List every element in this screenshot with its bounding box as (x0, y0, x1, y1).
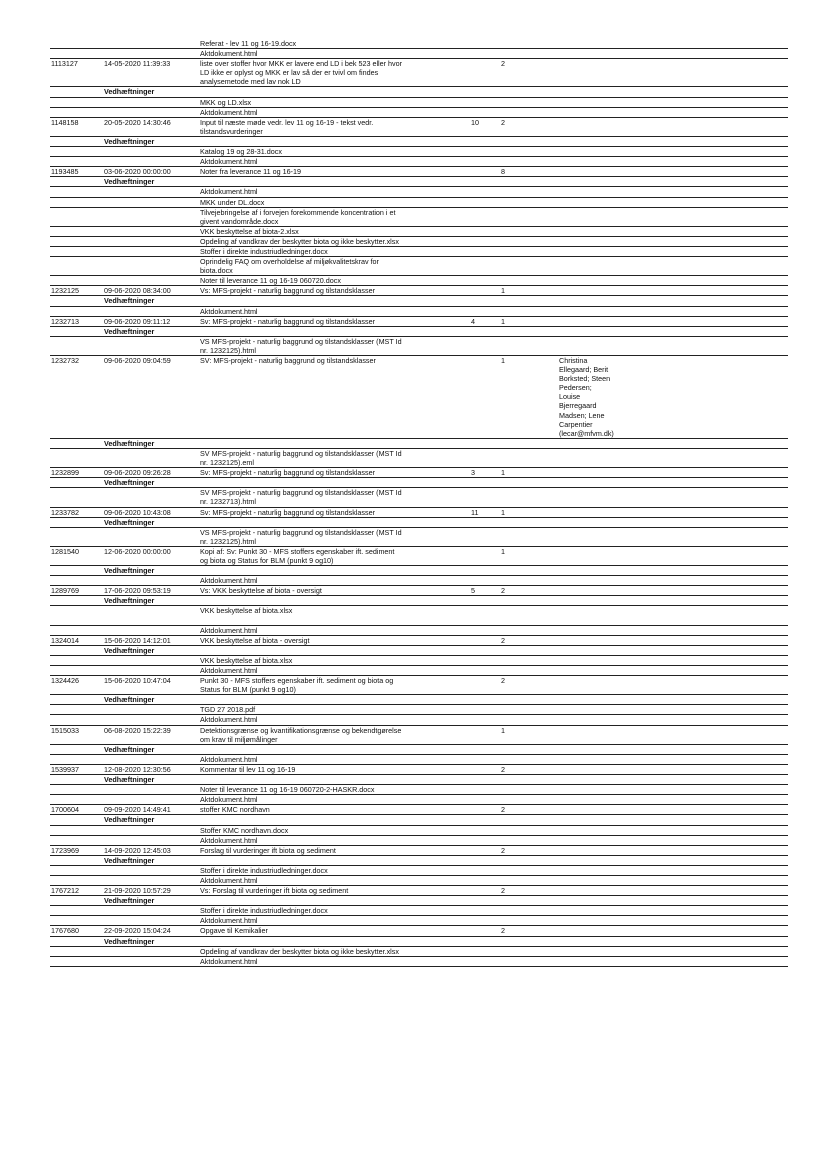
doc-id: 1232899 (51, 468, 79, 478)
doc-date: 09-06-2020 09:26:28 (104, 468, 171, 478)
attachment-file-name: SV MFS-projekt - naturlig baggrund og tilstandsklasser (MST Id nr. 1232713).html (200, 488, 402, 507)
attachment-row (50, 576, 788, 586)
document-row (50, 926, 788, 936)
attachment-row (50, 198, 788, 208)
attachment-row (50, 947, 788, 957)
attachment-file-name: VKK beskyttelse af biota.xlsx (200, 655, 293, 665)
attachments-header-row (50, 296, 788, 306)
doc-id: 1767212 (51, 886, 79, 896)
attachment-file-name: VKK beskyttelse af biota-2.xlsx (200, 226, 299, 236)
attachment-row (50, 656, 788, 666)
doc-title: Punkt 30 - MFS stoffers egenskaber ift. sediment og biota og Status for BLM (punkt 9 og10) (200, 676, 394, 695)
doc-id: 1289769 (51, 586, 79, 596)
attachment-file-name: Opdeling af vandkrav der beskytter biota og ikke beskytter.xlsx (200, 236, 399, 246)
doc-id: 1232732 (51, 356, 79, 365)
doc-count-1: 11 (471, 507, 479, 517)
attachments-label: Vedhæftninger (104, 896, 155, 906)
doc-date: 09-06-2020 09:04:59 (104, 356, 171, 365)
doc-title: Sv: MFS-projekt - naturlig baggrund og tilstandsklasser (200, 507, 375, 517)
attachment-file-name: Noter til leverance 11 og 16-19 060720.docx (200, 276, 341, 286)
attachment-file-name: Aktdokument.html (200, 956, 258, 966)
attachment-row (50, 276, 788, 286)
document-row (50, 59, 788, 87)
attachment-row (50, 795, 788, 805)
attachment-file-name: Aktdokument.html (200, 107, 258, 117)
doc-title: VKK beskyttelse af biota - oversigt (200, 635, 310, 645)
attachments-header-row (50, 137, 788, 147)
attachments-header-row (50, 646, 788, 656)
document-row (50, 547, 788, 566)
doc-date: 12-06-2020 00:00:00 (104, 546, 171, 556)
attachments-label: Vedhæftninger (104, 744, 155, 754)
attachments-label: Vedhæftninger (104, 775, 155, 785)
doc-title: Opgave til Kemikalier (200, 926, 268, 936)
document-row (50, 765, 788, 775)
attachments-label: Vedhæftninger (104, 326, 155, 336)
doc-count-2: 2 (501, 845, 505, 855)
attachment-row (50, 957, 788, 967)
document-row (50, 356, 788, 439)
attachments-label: Vedhæftninger (104, 478, 155, 488)
attachment-row (50, 866, 788, 876)
attachments-label: Vedhæftninger (104, 296, 155, 306)
doc-count-2: 1 (501, 507, 505, 517)
attachments-label: Vedhæftninger (104, 177, 155, 187)
doc-title: Kommentar til lev 11 og 16-19 (200, 764, 296, 774)
attachments-header-row (50, 87, 788, 97)
doc-count-2: 1 (501, 316, 505, 326)
doc-count-2: 1 (501, 546, 505, 556)
attachments-header-row (50, 815, 788, 825)
attachment-file-name: Aktdokument.html (200, 49, 258, 59)
document-row (50, 726, 788, 745)
attachments-header-row (50, 695, 788, 705)
document-row (50, 286, 788, 296)
attachment-row (50, 785, 788, 795)
attachments-header-row (50, 856, 788, 866)
attachments-label: Vedhæftninger (104, 87, 155, 97)
doc-id: 1232125 (51, 286, 79, 296)
attachment-row (50, 307, 788, 317)
attachment-file-name: Oprindelig FAQ om overholdelse af miljøkvalitetskrav for biota.docx (200, 257, 379, 276)
attachment-file-name: Stoffer i direkte industriudledninger.docx (200, 865, 328, 875)
doc-date: 15-06-2020 10:47:04 (104, 676, 171, 686)
attachments-header-row (50, 775, 788, 785)
attachment-row (50, 715, 788, 725)
attachments-header-row (50, 177, 788, 187)
attachment-row (50, 705, 788, 715)
doc-title: Vs: MFS-projekt - naturlig baggrund og tilstandsklasser (200, 286, 375, 296)
doc-count-2: 2 (501, 59, 505, 69)
doc-date: 09-06-2020 09:11:12 (104, 316, 171, 326)
doc-title: Sv: MFS-projekt - naturlig baggrund og tilstandsklasser (200, 468, 375, 478)
doc-date: 03-06-2020 00:00:00 (104, 167, 171, 177)
attachment-file-name: VS MFS-projekt - naturlig baggrund og tilstandsklasser (MST Id nr. 1232125).html (200, 527, 402, 546)
doc-title: Sv: MFS-projekt - naturlig baggrund og tilstandsklasser (200, 316, 375, 326)
attachment-file-name: Aktdokument.html (200, 835, 258, 845)
attachment-row (50, 528, 788, 547)
attachment-file-name: Aktdokument.html (200, 625, 258, 635)
doc-id: 1700604 (51, 805, 79, 815)
attachment-row (50, 916, 788, 926)
doc-id: 1767680 (51, 926, 79, 936)
attachments-header-row (50, 439, 788, 449)
attachment-file-name: Aktdokument.html (200, 187, 258, 197)
attachment-row (50, 237, 788, 247)
attachment-row (50, 257, 788, 276)
doc-date: 15-06-2020 14:12:01 (104, 635, 171, 645)
doc-count-2: 1 (501, 468, 505, 478)
doc-count-2: 8 (501, 167, 505, 177)
attachment-row (50, 449, 788, 468)
attachment-file-name: Aktdokument.html (200, 157, 258, 167)
attachment-file-name: Aktdokument.html (200, 875, 258, 885)
attachment-file-name: Katalog 19 og 28-31.docx (200, 147, 282, 157)
doc-id: 1233782 (51, 507, 79, 517)
document-list (50, 39, 788, 967)
document-row (50, 586, 788, 596)
doc-date: 21-09-2020 10:57:29 (104, 886, 171, 896)
doc-id: 1324426 (51, 676, 79, 686)
doc-date: 20-05-2020 14:30:46 (104, 117, 171, 127)
doc-count-1: 5 (471, 586, 475, 596)
attachment-file-name: TGD 27 2018.pdf (200, 705, 256, 715)
doc-title: Forslag til vurderinger ift biota og sediment (200, 845, 336, 855)
attachments-label: Vedhæftninger (104, 596, 155, 606)
attachments-header-row (50, 896, 788, 906)
attachment-file-name: MKK og LD.xlsx (200, 97, 252, 107)
attachment-file-name: Tilvejebringelse af i forvejen forekommende koncentration i et givent vandområde.docx (200, 207, 396, 226)
doc-count-2: 1 (501, 286, 505, 296)
doc-recipients: Christina Ellegaard; Berit Borksted; Steen Pedersen; Louise Bjerregaard Madsen; Lene Carpentier (lecar@mfvm.dk) (559, 356, 614, 438)
doc-title: SV: MFS-projekt - naturlig baggrund og tilstandsklasser (200, 356, 376, 365)
attachment-file-name: Aktdokument.html (200, 576, 258, 586)
attachment-row (50, 488, 788, 507)
doc-date: 09-09-2020 14:49:41 (104, 805, 171, 815)
doc-count-2: 1 (501, 356, 505, 365)
doc-date: 17-06-2020 09:53:19 (104, 586, 171, 596)
doc-id: 1148158 (51, 117, 79, 127)
doc-count-2: 2 (501, 676, 505, 686)
doc-count-2: 2 (501, 886, 505, 896)
doc-id: 1723969 (51, 845, 79, 855)
attachment-row (50, 606, 788, 625)
attachments-label: Vedhæftninger (104, 136, 155, 146)
document-row (50, 167, 788, 177)
doc-title: Kopi af: Sv: Punkt 30 - MFS stoffers egenskaber ift. sediment og biota og Status for BLM (punkt 9 og10) (200, 546, 395, 565)
attachment-file-name: VKK beskyttelse af biota.xlsx (200, 606, 293, 616)
document-row (50, 118, 788, 137)
doc-id: 1193485 (51, 167, 79, 177)
attachment-file-name: Aktdokument.html (200, 795, 258, 805)
attachments-header-row (50, 518, 788, 528)
attachment-file-name: Noter til leverance 11 og 16-19 060720-2-HASKR.docx (200, 785, 375, 795)
doc-title: Input til næste møde vedr. lev 11 og 16-19 - tekst vedr. tilstandsvurderinger (200, 117, 374, 136)
attachment-row (50, 755, 788, 765)
attachment-row (50, 626, 788, 636)
attachment-row (50, 876, 788, 886)
attachments-header-row (50, 596, 788, 606)
attachments-header-row (50, 478, 788, 488)
attachment-row (50, 147, 788, 157)
doc-count-2: 1 (501, 725, 505, 735)
document-row (50, 676, 788, 695)
attachment-file-name: VS MFS-projekt - naturlig baggrund og tilstandsklasser (MST Id nr. 1232125).html (200, 336, 402, 355)
doc-count-1: 10 (471, 117, 479, 127)
document-row (50, 805, 788, 815)
doc-count-2: 2 (501, 586, 505, 596)
document-row (50, 846, 788, 856)
attachment-row (50, 826, 788, 836)
doc-id: 1324014 (51, 635, 79, 645)
document-row (50, 317, 788, 327)
doc-count-1: 4 (471, 316, 475, 326)
doc-title: liste over stoffer hvor MKK er lavere end LD i bek 523 eller hvor LD ikke er oplyst og MKK er lav så der er tvivl om findes analysemetode med lav nok LD (200, 59, 403, 87)
doc-date: 09-06-2020 10:43:08 (104, 507, 171, 517)
attachment-file-name: Aktdokument.html (200, 715, 258, 725)
doc-date: 14-09-2020 12:45:03 (104, 845, 171, 855)
attachment-row (50, 157, 788, 167)
doc-id: 1281540 (51, 546, 79, 556)
attachment-file-name: Opdeling af vandkrav der beskytter biota og ikke beskytter.xlsx (200, 946, 399, 956)
attachments-header-row (50, 566, 788, 576)
doc-count-1: 3 (471, 468, 475, 478)
attachment-row (50, 39, 788, 49)
attachment-file-name: SV MFS-projekt - naturlig baggrund og tilstandsklasser (MST Id nr. 1232125).eml (200, 448, 402, 468)
doc-title: Vs: Forslag til vurderinger ift biota og sediment (200, 886, 349, 896)
attachment-row (50, 49, 788, 59)
attachment-file-name: Referat - lev 11 og 16-19.docx (200, 39, 297, 48)
attachments-label: Vedhæftninger (104, 438, 155, 448)
attachments-label: Vedhæftninger (104, 815, 155, 825)
attachments-label: Vedhæftninger (104, 517, 155, 527)
doc-date: 09-06-2020 08:34:00 (104, 286, 171, 296)
attachment-file-name: Aktdokument.html (200, 666, 258, 675)
attachments-label: Vedhæftninger (104, 855, 155, 865)
doc-id: 1515033 (51, 725, 79, 735)
doc-title: stoffer KMC nordhavn (200, 805, 270, 815)
attachment-row (50, 906, 788, 916)
document-row (50, 636, 788, 646)
doc-title: Vs: VKK beskyttelse af biota - oversigt (200, 586, 322, 596)
attachment-file-name: Stoffer i direkte industriudledninger.docx (200, 246, 328, 256)
document-row (50, 886, 788, 896)
doc-date: 22-09-2020 15:04:24 (104, 926, 171, 936)
doc-count-2: 2 (501, 926, 505, 936)
attachments-label: Vedhæftninger (104, 645, 155, 655)
attachment-file-name: Aktdokument.html (200, 306, 258, 316)
document-row (50, 508, 788, 518)
doc-date: 14-05-2020 11:39:33 (104, 59, 171, 69)
attachments-header-row (50, 745, 788, 755)
attachments-label: Vedhæftninger (104, 936, 155, 946)
attachment-row (50, 227, 788, 237)
attachment-row (50, 187, 788, 197)
attachments-header-row (50, 327, 788, 337)
doc-count-2: 2 (501, 635, 505, 645)
doc-count-2: 2 (501, 117, 505, 127)
doc-count-2: 2 (501, 805, 505, 815)
doc-title: Noter fra leverance 11 og 16-19 (200, 167, 301, 177)
attachment-row (50, 247, 788, 257)
attachment-file-name: Stoffer KMC nordhavn.docx (200, 825, 289, 835)
doc-date: 12-08-2020 12:30:56 (104, 764, 171, 774)
attachment-row (50, 666, 788, 676)
attachment-row (50, 208, 788, 227)
doc-id: 1539937 (51, 764, 79, 774)
attachment-row (50, 836, 788, 846)
attachment-row (50, 108, 788, 118)
attachments-header-row (50, 937, 788, 947)
attachments-label: Vedhæftninger (104, 566, 155, 576)
attachment-file-name: Aktdokument.html (200, 916, 258, 926)
attachment-row (50, 98, 788, 108)
doc-title: Detektionsgrænse og kvantifikationsgrænse og bekendtgørelse om krav til miljømålinger (200, 725, 402, 744)
document-row (50, 468, 788, 478)
doc-date: 06-08-2020 15:22:39 (104, 725, 171, 735)
attachments-label: Vedhæftninger (104, 695, 155, 705)
doc-id: 1232713 (51, 316, 79, 326)
doc-id: 1113127 (51, 59, 78, 69)
doc-count-2: 2 (501, 764, 505, 774)
attachment-file-name: MKK under DL.docx (200, 197, 265, 207)
attachment-row (50, 337, 788, 356)
attachment-file-name: Aktdokument.html (200, 754, 258, 764)
attachment-file-name: Stoffer i direkte industriudledninger.docx (200, 906, 328, 916)
